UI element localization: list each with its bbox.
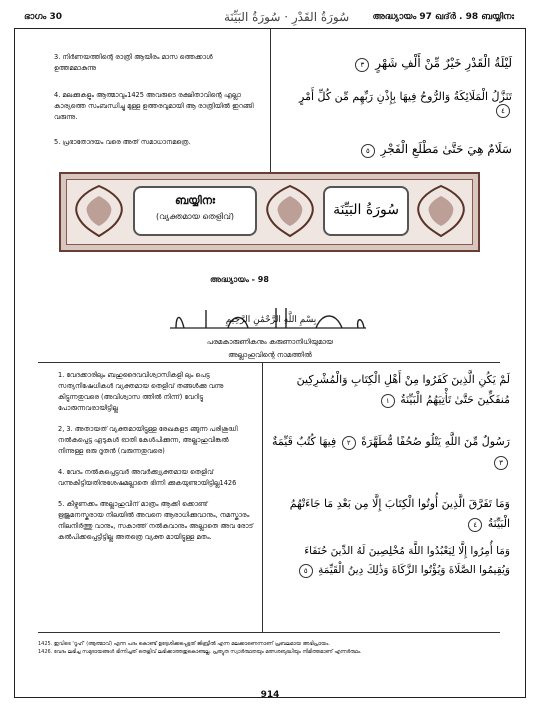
- verse-text: മലക്കുകളും ആത്മാവും1425 അവരുടെ രക്ഷിതാവിന്റെ എല്ലാ കാര്യത്തെ സംബന്ധിച്ചു മുള്ള ഉത്തരവുമായി ആ രാത്രിയിൽ ഇറങ്ങി വരുന്നു.: [54, 91, 254, 121]
- chapter-title: അദ്ധ്യായം - 98: [210, 275, 269, 284]
- verse-number: 2, 3.: [58, 425, 73, 433]
- verse-text: فِيهَا كُتُبٌ قَيِّمَةٌ: [272, 435, 337, 448]
- verse-number: 5.: [54, 138, 61, 146]
- bayyina-ml-verse-5: [58, 499, 254, 543]
- bismillah-translation: [150, 336, 390, 362]
- ornament-center-icon: [260, 182, 320, 240]
- verse-end-marker: ١: [381, 394, 395, 408]
- verse-number: 5.: [58, 500, 65, 508]
- verse-number: 1.: [58, 371, 65, 379]
- verse-number: 4.: [54, 91, 61, 99]
- verse-end-marker: ٣: [355, 58, 369, 72]
- surah-meaning-ml: (വ്യക്തമായ തെളിവ്): [156, 212, 234, 221]
- verse-end-marker: ٢: [342, 436, 356, 450]
- bayyina-ar-verse-2-3: [272, 432, 510, 494]
- bayyina-ml-verse-2-3: [58, 424, 254, 457]
- bayyina-ml-verse-1: [58, 370, 254, 414]
- verse-text: وَمَا تَفَرَّقَ الَّذِينَ أُوتُوا الْكِتَابَ إِلَّا مِن بَعْدِ مَا جَاءَتْهُمُ الْبَيِّنَةُ: [289, 497, 510, 530]
- qadr-ar-verses: [282, 56, 512, 158]
- surah-banner: [59, 172, 480, 252]
- banner-cartouche-ml: [133, 186, 257, 236]
- verse-text: അതായത് വ്യക്തമായിട്ടുള്ള രേഖകളട ങ്ങുന്ന പരിശുദ്ധി നൽകപ്പെട്ട ഏടുകൾ ഓതി കേൾപിക്കുന്ന, അല്ലാഹുവിങ്കൽ നിന്നുള്ള ഒരു ദൂതൻ (വരുന്നതുവരെ): [58, 425, 238, 455]
- footnote-rule: [38, 632, 500, 633]
- chapter-reference: അദ്ധ്യായം 97 ഖദ്ർ . 98 ബയ്യിനഃ: [372, 12, 514, 22]
- verse-end-marker: ٣: [494, 456, 508, 470]
- verse-text: لَيْلَةُ الْقَدْرِ خَيْرٌ مِّنْ أَلْفِ شَهْرٍ: [375, 56, 512, 70]
- surah-name-ar: سُورَةُ البَيِّنَة: [333, 202, 399, 218]
- footnotes: [38, 640, 498, 656]
- bayyina-ar-verse-5: [272, 542, 510, 580]
- verse-number: 3.: [54, 53, 61, 61]
- verse-text: وَمَا أُمِرُوا إِلَّا لِيَعْبُدُوا اللَّهَ مُخْلِصِينَ لَهُ الدِّينَ حُنَفَاءَ وَيُقِيمُوا الصَّلَاةَ وَيُؤْتُوا الزَّكَاةَ وَذَٰلِكَ دِينُ الْقَيِّمَةِ: [304, 545, 510, 576]
- footnote-1426: 1426. വേദം ലഭിച്ച സമുദായങ്ങൾ ഭിന്നിച്ചത് തെളിവ് ലഭിക്കാത്തതുകൊണ്ടല്ല, പ്രത്യുത സ്വാർത്ഥതയും മത്സരബുദ്ധിയും നിമിത്തമാണ് എന്നർത്ഥം.: [38, 649, 362, 655]
- verse-text: നിർണയത്തിന്റെ രാത്രി ആയിരം മാസ ത്തെക്കാൾ ഉത്തമമാകുന്നു: [54, 53, 213, 72]
- verse-text: കീഴ്വണക്കം അല്ലാഹുവിന് മാത്രം ആക്കി ക്കൊണ്ട് ഋജുമനസ്കരായ നിലയിൽ അവനെ ആരാധിക്കുവാനും, നമസ്കാരം നിലനിർത്തു വാനും, സകാത്ത് നൽകുവാനും അല്ലാതെ അവ രോട് കൽപിക്കപ്പെട്ടിട്ടില്ല അതത്രെ വ്യക്ത മായിട്ടുള്ള മതം.: [58, 500, 254, 541]
- verse-text: رَسُولٌ مِّنَ اللَّهِ يَتْلُو صُحُفًا مُّطَهَّرَةً: [361, 435, 510, 448]
- verse-text: تَنَزَّلُ الْمَلَائِكَةُ وَالرُّوحُ فِيهَا بِإِذْنِ رَبِّهِم مِّن كُلِّ أَمْرٍ: [299, 90, 512, 103]
- bismillah-ml-line-2: അല്ലാഹുവിന്റെ നാമത്തിൽ: [228, 351, 312, 359]
- bayyina-ml-verses: [58, 370, 254, 543]
- qadr-ar-verse-4: [282, 90, 512, 142]
- qadr-ml-verse-4: [54, 90, 254, 123]
- verse-text: لَمْ يَكُنِ الَّذِينَ كَفَرُوا مِنْ أَهْلِ الْكِتَابِ وَالْمُشْرِكِينَ مُنفَكِّينَ حَتَّىٰ تَأْتِيَهُمُ الْبَيِّنَةُ: [296, 373, 510, 406]
- page-number: 914: [260, 690, 280, 700]
- bayyina-ml-verse-4: [58, 467, 254, 489]
- verse-text: വേദക്കാരിലും ബഹുദൈവവിശ്വാസികളി ലും പെട്ട സത്യനിഷേധികൾ വ്യക്തമായ തെളിവ് തങ്ങൾക്കു വന്നു കിട്ടുന്നതുവരെ (അവിശ്വാസ ത്തിൽ നിന്ന്) വേറിട്ടു പോരുന്നവരായിട്ടില്ല: [58, 371, 224, 412]
- qadr-ml-verse-5: [54, 137, 254, 148]
- footnote-1425: 1425. ഇവിടെ 'റൂഹ്' (ആത്മാവ്) എന്ന പദം കൊണ്ട് ഉദ്ദേശിക്കപ്പെട്ടത് ജിബ്രീൽ എന്ന മലക്കാണെന്നാണ് പ്രബലമായ അഭിപ്രായം.: [38, 641, 330, 647]
- banner-cartouche-ar: [323, 186, 409, 236]
- bayyina-ar-verses: [272, 370, 510, 580]
- qadr-ml-verse-3: [54, 52, 254, 74]
- qadr-ml-verses: [54, 52, 254, 148]
- verse-end-marker: ٥: [361, 144, 375, 158]
- column-divider-bottom: [262, 362, 263, 632]
- verse-end-marker: ٤: [468, 518, 482, 532]
- bismillah-calligraphy: [166, 302, 376, 338]
- verse-number: 4.: [58, 468, 65, 476]
- bismillah-ml-line-1: പരമകാരുണികനും കരുണാനിധിയുമായ: [206, 338, 334, 346]
- column-divider-top: [270, 28, 271, 172]
- ornament-right-icon: [411, 182, 471, 240]
- verse-end-marker: ٤: [496, 104, 510, 118]
- surah-header-title: سُورَةُ القَدْرِ · سُورَةُ البَيِّنَة: [224, 10, 350, 24]
- verse-text: سَلَامٌ هِيَ حَتَّىٰ مَطْلَعِ الْفَجْرِ: [380, 142, 512, 156]
- verse-text: പ്രഭാതോദയം വരെ അത് സമാധാനമത്രെ.: [62, 138, 191, 146]
- bayyina-ar-verse-1: [272, 370, 510, 432]
- qadr-ar-verse-3: [282, 56, 512, 90]
- surah-name-ml: ബയ്യിനഃ: [174, 194, 216, 207]
- verse-text: വേദം നൽകപ്പെട്ടവർ അവർക്ക്വ്യക്തമായ തെളിവ് വന്നുകിട്ടിയതിനുശേഷമല്ലാതെ ഭിന്നി ക്കുകയുണ്ടായിട്ടില്ല1426: [58, 468, 237, 487]
- part-label: ഭാഗം 30: [24, 12, 62, 22]
- section-rule: [38, 362, 500, 363]
- bismillah-text: بِسْمِ اللَّهِ الرَّحْمَٰنِ الرَّحِيمِ: [225, 315, 317, 325]
- qadr-ar-verse-5: [282, 142, 512, 158]
- bayyina-ar-verse-4: [272, 494, 510, 542]
- verse-end-marker: ٥: [299, 564, 313, 578]
- ornament-left-icon: [69, 182, 129, 240]
- page-header: [14, 10, 526, 28]
